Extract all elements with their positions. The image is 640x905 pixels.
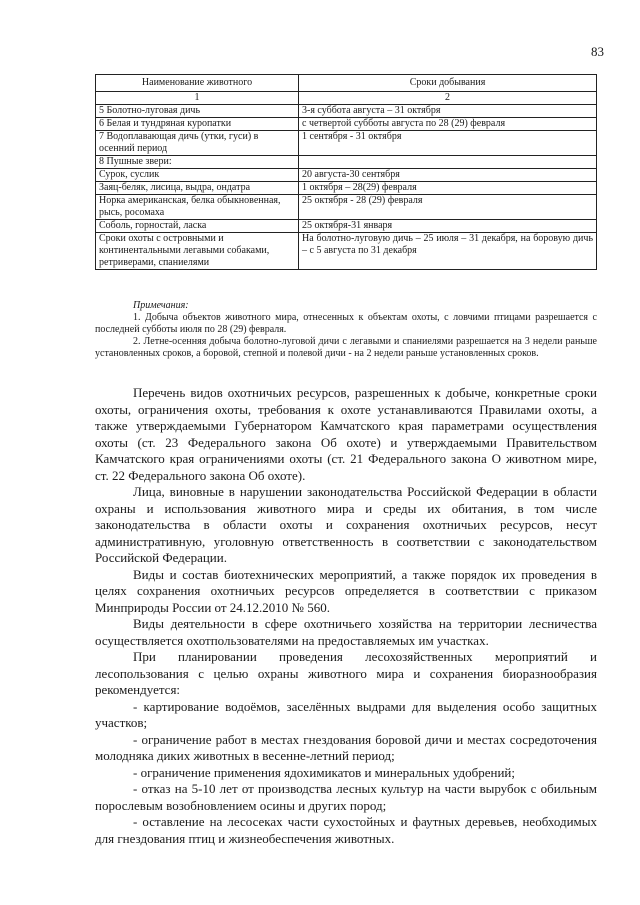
- paragraph: Лица, виновные в нарушении законодательства Российской Федерации в области охраны и использования животного мира и среды их обитания, в том числе законодательства в области охоты и сохранения охотничьих ресурсов, несут административную, уголовную ответственность в соответствии с законодательством Российской Федерации.: [95, 484, 597, 565]
- column-header-period: Сроки добывания: [299, 75, 597, 92]
- table-row: [96, 169, 597, 182]
- paragraph: Перечень видов охотничьих ресурсов, разрешенных к добыче, конкретные сроки охоты, ограничения охоты, требования к охоте устанавливаются Правилами охоты, а также утверждаемыми Губернатором Камчатского края параметрами осуществления охоты (ст. 23 Федерального закона Об охоте) и утверждаемыми Правительством Камчатского края ограничениями охоты (ст. 21 Федерального закона О животном мире, ст. 22 Федерального закона Об охоте).: [95, 385, 597, 483]
- table-cell-period: 25 октября-31 января: [299, 220, 597, 233]
- recommendation-item: - отказ на 5-10 лет от производства лесных культур на части вырубок с обильным порослевым возобновлением осины и других пород;: [95, 781, 597, 813]
- table-cell-period: 1 октября – 28(29) февраля: [299, 182, 597, 195]
- table-cell-animal: Заяц-беляк, лисица, выдра, ондатра: [96, 182, 299, 195]
- table-row: [96, 233, 597, 270]
- table-cell-animal: Норка американская, белка обыкновенная, рысь, росомаха: [96, 195, 299, 220]
- table-cell-animal: Сроки охоты с островными и континентальными легавыми собаками, ретриверами, спаниелями: [96, 233, 299, 270]
- notes-heading: Примечания:: [133, 300, 189, 311]
- table-cell-animal: Сурок, суслик: [96, 169, 299, 182]
- table-column-number-row: [96, 92, 597, 105]
- table-cell-period: [299, 156, 597, 169]
- table-row: [96, 220, 597, 233]
- recommendation-item: - оставление на лесосеках части сухостойных и фаутных деревьев, необходимых для гнездования птиц и жизнеобеспечения животных.: [95, 814, 597, 846]
- table-row: [96, 118, 597, 131]
- table-header-row: [96, 75, 597, 92]
- table-cell-animal: Соболь, горностай, ласка: [96, 220, 299, 233]
- table-notes: [95, 300, 597, 360]
- table-cell-animal: 8 Пушные звери:: [96, 156, 299, 169]
- table-row: [96, 195, 597, 220]
- table-cell-animal: 7 Водоплавающая дичь (утки, гуси) в осенний период: [96, 131, 299, 156]
- page-number: 83: [591, 44, 604, 59]
- table-cell-period: 1 сентября - 31 октября: [299, 131, 597, 156]
- table-cell-animal: 6 Белая и тундряная куропатки: [96, 118, 299, 131]
- paragraph: При планировании проведения лесохозяйственных мероприятий и лесопользования с целью охраны животного мира и сохранения биоразнообразия рекомендуется:: [95, 649, 597, 697]
- column-number: 2: [299, 92, 597, 105]
- table-cell-period: 3-я суббота августа – 31 октября: [299, 105, 597, 118]
- column-header-animal: Наименование животного: [96, 75, 299, 92]
- note-item: 1. Добыча объектов животного мира, отнесенных к объектам охоты, с ловчими птицами разрешается с последней субботы июля по 28 (29) февраля.: [95, 312, 597, 335]
- table-cell-period: 25 октября - 28 (29) февраля: [299, 195, 597, 220]
- body-text: [95, 385, 597, 847]
- table-row: [96, 182, 597, 195]
- table-cell-animal: 5 Болотно-луговая дичь: [96, 105, 299, 118]
- recommendation-item: - ограничение применения ядохимикатов и минеральных удобрений;: [133, 764, 516, 780]
- table-row: [96, 105, 597, 118]
- paragraph: Виды деятельности в сфере охотничьего хозяйства на территории лесничества осуществляется охотпользователями на предоставляемых им участках.: [95, 616, 597, 648]
- table-cell-period: с четвертой субботы августа по 28 (29) февраля: [299, 118, 597, 131]
- recommendation-item: - картирование водоёмов, заселённых выдрами для выделения особо защитных участков;: [95, 698, 597, 730]
- table-cell-period: На болотно-луговую дичь – 25 июля – 31 декабря, на боровую дичь – с 5 августа по 31 декабря: [299, 233, 597, 270]
- recommendation-item: - ограничение работ в местах гнездования боровой дичи и местах сосредоточения молодняка диких животных в весенне-летний период;: [95, 731, 597, 763]
- table-row: [96, 131, 597, 156]
- column-number: 1: [96, 92, 299, 105]
- table-cell-period: 20 августа-30 сентября: [299, 169, 597, 182]
- paragraph: Виды и состав биотехнических мероприятий, а также порядок их проведения в целях сохранения охотничьих ресурсов определяется в соответствии с приказом Минприроды России от 24.12.2010 № 560.: [95, 566, 597, 615]
- hunting-seasons-table: [95, 74, 597, 270]
- table-row: [96, 156, 597, 169]
- note-item: 2. Летне-осенняя добыча болотно-луговой дичи с легавыми и спаниелями разрешается на 3 недели раньше установленных сроков, а боровой, степной и полевой дичи - на 2 недели раньше установленных сроков.: [95, 336, 597, 359]
